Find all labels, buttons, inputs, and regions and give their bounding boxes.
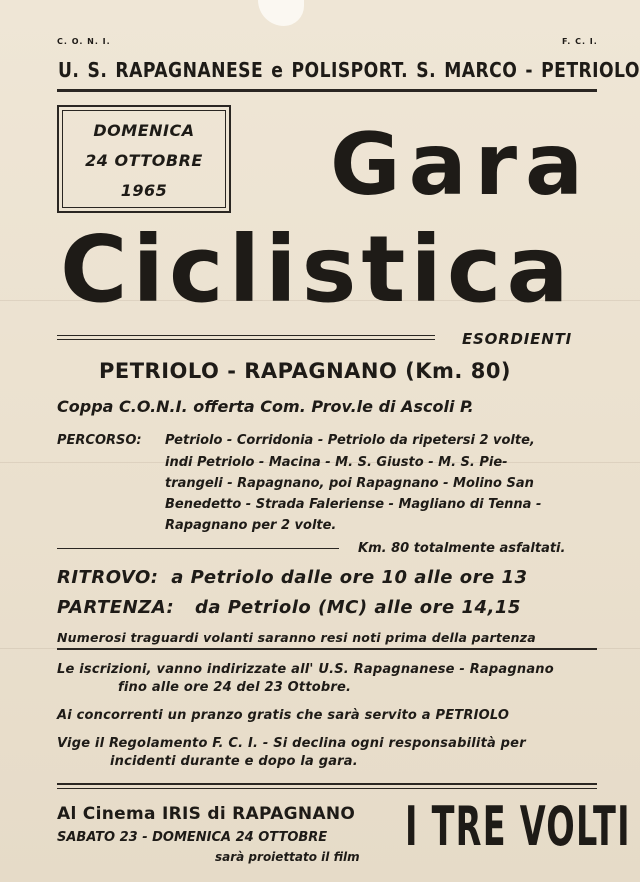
ritrovo-line bbox=[57, 567, 528, 588]
date-box bbox=[57, 105, 231, 213]
iscrizioni-line: fino alle ore 24 del 23 Ottobre. bbox=[118, 680, 352, 695]
percorso-line: Rapagnano per 2 volte. bbox=[165, 518, 337, 533]
paper-tear bbox=[258, 0, 304, 26]
fci-label: F. C. I. bbox=[562, 37, 598, 46]
date-year: 1965 bbox=[120, 181, 168, 200]
asphalt-note: Km. 80 totalmente asfaltati. bbox=[358, 541, 566, 556]
partenza-value: da Petriolo (MC) alle ore 14,15 bbox=[194, 597, 521, 618]
traguardi-note: Numerosi traguardi volanti saranno resi noti prima della partenza bbox=[57, 630, 536, 645]
organizers-heading: U. S. RAPAGNANESE e POLISPORT. S. MARCO - PETRIOLO bbox=[58, 58, 640, 82]
traguardi-rule bbox=[57, 648, 597, 650]
title-ciclistica: Ciclistica bbox=[60, 216, 574, 323]
category-label: ESORDIENTI bbox=[462, 330, 572, 348]
iscrizioni-line: Le iscrizioni, vanno indirizzate all' U.S. Rapagnanese - Rapagnano bbox=[57, 662, 554, 677]
ritrovo-label: RITROVO: bbox=[57, 567, 159, 588]
film-title: I TRE VOLTI bbox=[405, 795, 631, 858]
percorso-line: trangeli - Rapagnano, poi Rapagnano - Molino San bbox=[165, 476, 534, 491]
ritrovo-value: a Petriolo dalle ore 10 alle ore 13 bbox=[171, 567, 528, 588]
bottom-rule-bottom bbox=[57, 788, 597, 789]
double-rule-bottom bbox=[57, 339, 435, 340]
regolamento-line: incidenti durante e dopo la gara. bbox=[110, 754, 358, 769]
double-rule-top bbox=[57, 335, 435, 336]
partenza-label: PARTENZA: bbox=[57, 597, 175, 618]
title-gara: Gara bbox=[330, 115, 592, 215]
pranzo-note: Ai concorrenti un pranzo gratis che sarà servito a PETRIOLO bbox=[57, 708, 510, 723]
date-day: DOMENICA bbox=[93, 121, 195, 140]
trophy-line: Coppa C.O.N.I. offerta Com. Prov.le di Ascoli P. bbox=[57, 397, 474, 416]
cinema-dates: SABATO 23 - DOMENICA 24 OTTOBRE bbox=[57, 830, 328, 845]
date-month: 24 OTTOBRE bbox=[85, 151, 203, 170]
regolamento-line: Vige il Regolamento F. C. I. - Si declina ogni responsabilità per bbox=[57, 736, 526, 751]
percorso-line: Petriolo - Corridonia - Petriolo da ripetersi 2 volte, bbox=[165, 433, 535, 448]
percorso-label: PERCORSO: bbox=[57, 433, 142, 448]
coni-label: C. O. N. I. bbox=[57, 37, 111, 46]
asphalt-rule bbox=[57, 548, 339, 549]
bottom-rule-top bbox=[57, 783, 597, 785]
cinema-projection: sarà proiettato il film bbox=[215, 850, 360, 864]
route-heading: PETRIOLO - RAPAGNANO (Km. 80) bbox=[99, 359, 512, 383]
percorso-line: Benedetto - Strada Faleriense - Magliano di Tenna - bbox=[165, 497, 542, 512]
partenza-line bbox=[57, 597, 521, 618]
cinema-heading: Al Cinema IRIS di RAPAGNANO bbox=[57, 804, 356, 824]
header-rule bbox=[57, 89, 597, 92]
percorso-line: indi Petriolo - Macina - M. S. Giusto - M. S. Pie- bbox=[165, 455, 508, 470]
